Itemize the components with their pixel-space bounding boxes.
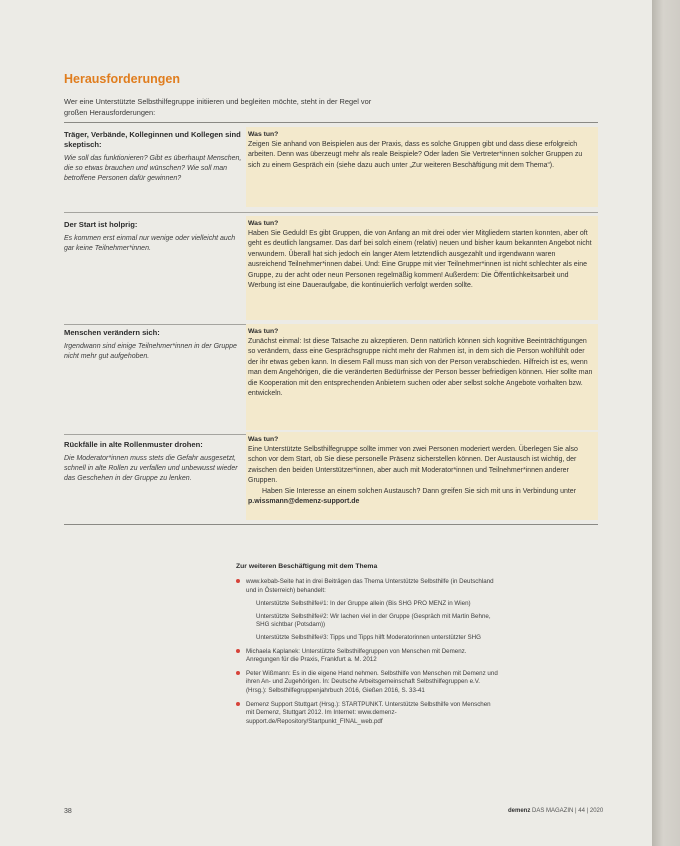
further-reading-list xyxy=(236,578,498,726)
issue-number: 44 xyxy=(578,808,585,814)
solution-text: Eine Unterstützte Selbsthilfegruppe sollte immer von zwei Personen moderiert werden. Überlegen Sie also schon vor dem Start, ob Sie diese personelle Präsenz sicherstellen können. Der Austausch ist wichtig, der zwischen den beiden Unterstützer*innen, aber auch mit Moderator*innen und Teilnehmer*innen anderer Gruppen. xyxy=(248,446,578,485)
todo-label: Was tun? xyxy=(248,436,279,443)
bullet-icon xyxy=(236,579,240,583)
challenge-heading: Rückfälle in alte Rollenmuster drohen: xyxy=(64,440,203,449)
todo-label: Was tun? xyxy=(248,328,279,335)
list-item-text[interactable]: www.kebab-Seite hat in drei Beiträgen das Thema Unterstützte Selbsthilfe (in Deutschland und in Österreich) behandelt: xyxy=(246,578,494,594)
further-reading xyxy=(236,562,498,731)
challenge-heading: Träger, Verbände, Kolleginnen und Kollegen sind skeptisch: xyxy=(64,130,241,149)
solution-text: Zeigen Sie anhand von Beispielen aus der Praxis, dass es solche Gruppen gibt und dass diese erfolgreich arbeiten. Denn was überzeugt mehr als reale Beispiele? Oder laden Sie Vertreter*innen solcher Gruppen zu sich zu einem Gespräch ein (siehe dazu auch unter „Zur weiteren Beschäftigung mit dem Thema“). xyxy=(248,141,583,169)
solution-contact-text xyxy=(248,487,594,508)
bullet-icon xyxy=(236,671,240,675)
solution-2 xyxy=(246,216,598,320)
solution-3 xyxy=(246,324,598,430)
list-item xyxy=(236,701,498,727)
next-page-edge xyxy=(652,0,680,846)
list-item xyxy=(236,670,498,696)
challenge-question: Irgendwann sind einige Teilnehmer*innen in der Gruppe nicht mehr gut aufgehoben. xyxy=(64,343,237,360)
magazine-subtitle: DAS MAGAZIN xyxy=(530,808,574,814)
magazine-name: demenz xyxy=(508,808,531,814)
table-top-rule xyxy=(64,122,598,123)
issue-year: 2020 xyxy=(589,808,604,814)
footer-separator: | xyxy=(575,808,579,814)
challenge-question: Die Moderator*innen muss stets die Gefahr ausgesetzt, schnell in alte Rollen zu verfallen und unbewusst wieder das Geschehen in der Gruppe zu lenken. xyxy=(64,455,238,482)
page-title: Herausforderungen xyxy=(64,72,180,86)
contact-email-link[interactable]: p.wissmann@demenz-support.de xyxy=(248,498,360,506)
solution-text: Zunächst einmal: Ist diese Tatsache zu akzeptieren. Denn natürlich können sich kognitive Beeinträchtigungen so verändern, dass eine Gesprächsgruppe nicht mehr der Rahmen ist, in dem sich die Person wohlfühlt oder der ihr etwas geben kann. In diesem Fall muss man sich von der Person verabschieden. Hilfreich ist es, wenn man dem Angehörigen, die die veränderten Bedürfnisse der Person besser befriedigen können. Hier sollte man die Kooperation mit den entsprechenden Anbietern suchen oder aber selbst solche Angebote vorhalten bzw. entwickeln. xyxy=(248,338,593,398)
sub-list-item: Unterstützte Selbsthilfe#1: In der Gruppe allein (Bis SHG PRO MENZ in Wien) xyxy=(256,600,471,608)
challenge-3 xyxy=(64,328,244,362)
todo-label: Was tun? xyxy=(248,131,279,138)
solution-4 xyxy=(246,432,598,520)
bullet-icon xyxy=(236,702,240,706)
challenge-question: Wie soll das funktionieren? Gibt es überhaupt Menschen, die so etwas brauchen und wünschen? Wie soll man betroffene Personen dafür gewinnen? xyxy=(64,155,242,182)
todo-label: Was tun? xyxy=(248,220,279,227)
page-number: 38 xyxy=(64,808,72,815)
challenge-1 xyxy=(64,130,244,184)
row-divider xyxy=(64,212,598,213)
footer-separator: | xyxy=(586,808,590,814)
contact-sentence: Haben Sie Interesse an einem solchen Austausch? Dann greifen Sie sich mit uns in Verbindung unter xyxy=(262,487,577,495)
list-item-text: Michaela Kaplanek: Unterstützte Selbsthilfegruppen von Menschen mit Demenz. Anregungen für die Praxis, Frankfurt a. M. 2012 xyxy=(246,647,467,664)
list-item xyxy=(236,648,498,665)
further-reading-heading: Zur weiteren Beschäftigung mit dem Thema xyxy=(236,563,378,570)
list-item-text: Peter Wißmann: Es in die eigene Hand nehmen. Selbsthilfe von Menschen mit Demenz und ihren An- und Zugehörigen. In: Deutsche Arbeitsgemeinschaft Selbsthilfegruppen e.V. (Hrsg.): Selbsthilfegruppenjahrbuch 2016, Gießen 2016, S. 33-41 xyxy=(246,669,498,694)
challenge-2 xyxy=(64,220,244,254)
sub-list-item: Unterstützte Selbsthilfe#2: Wir lachen viel in der Gruppe (Gespräch mit Martin Behne, SHG sichtbar (Potsdam)) xyxy=(256,612,491,629)
challenge-heading: Menschen verändern sich: xyxy=(64,328,160,337)
intro-text: Wer eine Unterstützte Selbsthilfegruppe initiieren und begleiten möchte, steht in der Regel vor großen Herausforderungen: xyxy=(64,97,372,117)
footer-magazine xyxy=(508,808,603,814)
challenge-question: Es kommen erst einmal nur wenige oder vielleicht auch gar keine Teilnehmer*innen. xyxy=(64,235,236,252)
solution-1 xyxy=(246,127,598,207)
solution-text: Haben Sie Geduld! Es gibt Gruppen, die von Anfang an mit drei oder vier Mitgliedern starten konnten, aber oft geht es deutlich langsamer. Das darf bei solch einem (relativ) neuen und bisher kaum bekannten Angebot nicht verwundern. Überall hat sich jedoch ein langer Atem letztendlich ausgezahlt und irgendwann waren ausreichend Teilnehmer*innen dabei. Und: Eine Gruppe mit vier Teilnehmer*innen ist nicht schlechter als eine Gruppe, zu der acht oder neun Personen regelmäßig kommen! Außerdem: Die Öffentlichkeitsarbeit und Werbung ist eine Daueraufgabe, die kontinuierlich verfolgt werden sollte. xyxy=(248,230,592,290)
list-item xyxy=(236,578,498,643)
bullet-icon xyxy=(236,649,240,653)
challenge-4 xyxy=(64,440,244,484)
sub-list xyxy=(256,600,498,642)
table-bottom-rule xyxy=(64,524,598,525)
challenge-heading: Der Start ist holprig: xyxy=(64,220,138,229)
list-item-text[interactable]: Demenz Support Stuttgart (Hrsg.): STARTPUNKT. Unterstützte Selbsthilfe von Menschen mit Demenz, Stuttgart 2012. Im Internet: www.demenz-support.de/Repository/Startpunkt_FINAL_web.pdf xyxy=(246,700,491,725)
sub-list-item: Unterstützte Selbsthilfe#3: Tipps und Tipps hilft Moderatorinnen unterstützter SHG xyxy=(256,633,481,641)
